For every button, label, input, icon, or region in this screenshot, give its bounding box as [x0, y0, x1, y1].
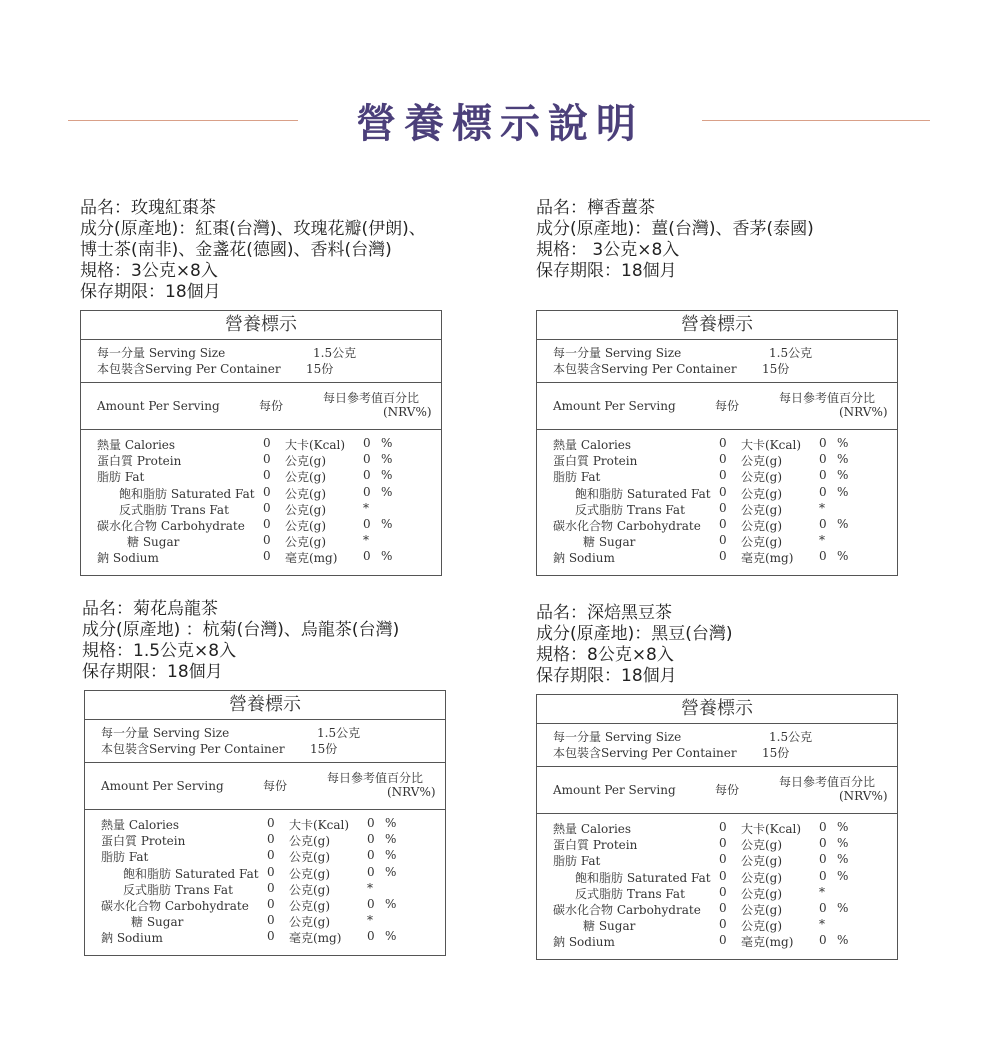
nutrient-percent: %	[837, 436, 849, 450]
nutrient-nrv: 0	[819, 436, 827, 450]
nutrient-unit: 公克(g)	[285, 519, 327, 533]
product-name: 品名：檸香薑茶	[536, 198, 655, 218]
nutrient-nrv: 0	[367, 832, 375, 847]
nutrient-percent: %	[385, 864, 397, 879]
nutrient-unit: 公克(g)	[289, 899, 331, 913]
nrv-header: 每日參考值百分比	[327, 771, 424, 785]
product-ingredients: 成分(原產地) ：杭菊(台灣)、烏龍茶(台灣)	[82, 620, 400, 640]
panel-title: 營養標示	[85, 691, 445, 720]
nutrient-value: 0	[267, 864, 275, 879]
nutrient-row	[537, 901, 897, 917]
nutrient-nrv: 0	[819, 852, 827, 867]
nutrient-row	[81, 533, 441, 549]
nutrient-name: 鈉 Sodium	[553, 935, 615, 950]
per-serving-header: 每份	[259, 399, 284, 413]
nutrient-unit: 大卡(Kcal)	[741, 822, 802, 836]
nutrient-unit: 公克(g)	[285, 454, 327, 469]
product-info-rose-jujube	[80, 198, 426, 303]
product-shelf-life: 保存期限：18個月	[80, 282, 221, 302]
amount-section	[537, 383, 897, 430]
nutrient-name: 鈉 Sodium	[553, 551, 615, 566]
product-ingredients: 成分(原產地)：黑豆(台灣)	[536, 624, 733, 644]
nutrient-percent: %	[837, 868, 849, 883]
nutrient-value: 0	[267, 848, 275, 863]
nutrient-value: 0	[267, 816, 275, 830]
nutrient-value: 0	[267, 913, 275, 928]
nutrient-value: 0	[263, 436, 271, 450]
nutrient-row	[85, 816, 445, 832]
nutrient-value: 0	[263, 452, 271, 467]
amount-per-serving-label: Amount Per Serving	[101, 779, 224, 793]
nutrient-row	[537, 485, 897, 501]
serving-size-value: 1.5公克	[313, 346, 357, 360]
title-divider-right	[702, 120, 930, 121]
nrv-header: 每日參考值百分比	[323, 391, 420, 405]
nutrient-nrv: *	[819, 884, 825, 899]
nutrient-row	[81, 436, 441, 452]
nutrient-percent: %	[837, 836, 849, 851]
nutrient-name: 糖 Sugar	[127, 535, 180, 550]
nutrient-percent: %	[385, 832, 397, 847]
nutrient-percent: %	[837, 852, 849, 867]
nutrient-value: 0	[719, 852, 727, 867]
nutrient-value: 0	[263, 517, 271, 531]
nutrient-unit: 公克(g)	[285, 535, 327, 550]
nutrient-value: 0	[719, 468, 727, 483]
nutrient-percent: %	[837, 901, 849, 915]
nutrient-nrv: 0	[819, 549, 827, 564]
nutrient-row	[85, 929, 445, 945]
nutrient-name: 蛋白質 Protein	[101, 834, 186, 849]
nutrient-value: 0	[719, 484, 727, 499]
nutrient-percent: %	[381, 452, 393, 467]
nutrient-row	[537, 836, 897, 852]
nutrient-value: 0	[719, 549, 727, 564]
nutrient-unit: 公克(g)	[741, 486, 783, 501]
nutrient-unit: 毫克(mg)	[285, 551, 338, 566]
nutrient-unit: 公克(g)	[741, 854, 783, 869]
serving-size-label: 每一分量 Serving Size	[97, 346, 226, 360]
nutrient-name: 反式脂肪 Trans Fat	[575, 886, 685, 901]
nutrient-value: 0	[263, 500, 271, 515]
product-shelf-life: 保存期限：18個月	[82, 662, 223, 682]
nutrient-name: 糖 Sugar	[583, 535, 636, 550]
product-spec: 規格：1.5公克×8入	[82, 641, 237, 661]
nutrient-nrv: 0	[819, 820, 827, 834]
nutrient-unit: 毫克(mg)	[741, 935, 794, 950]
nrv-header: 每日參考值百分比	[779, 391, 876, 405]
serving-size-value: 1.5公克	[317, 726, 361, 740]
nutrient-row	[85, 865, 445, 881]
nutrient-nrv: *	[819, 500, 825, 515]
nutrient-unit: 公克(g)	[741, 470, 783, 485]
per-container-label: 本包裝含Serving Per Container	[553, 362, 737, 376]
amount-section	[81, 383, 441, 430]
nutrient-unit: 公克(g)	[285, 502, 327, 517]
product-info-black-bean	[536, 603, 733, 687]
product-info-chrysanthemum-oolong	[82, 599, 399, 683]
nutrient-unit: 公克(g)	[289, 915, 331, 930]
nutrient-percent: %	[385, 929, 397, 944]
nutrient-nrv: *	[819, 533, 825, 548]
nutrient-value: 0	[263, 468, 271, 483]
nutrient-row	[537, 933, 897, 949]
product-ingredients-cont: 博士茶(南非)、金盞花(德國)、香料(台灣)	[80, 240, 392, 260]
panel-title: 營養標示	[537, 695, 897, 724]
nutrient-nrv: 0	[363, 468, 371, 483]
nutrient-nrv: 0	[819, 484, 827, 499]
per-container-label: 本包裝含Serving Per Container	[101, 742, 285, 756]
nutrition-panel-chrysanthemum-oolong	[84, 690, 446, 956]
per-serving-header: 每份	[715, 783, 740, 797]
nutrient-row	[537, 549, 897, 565]
nutrient-value: 0	[719, 868, 727, 883]
amount-per-serving-label: Amount Per Serving	[97, 399, 220, 413]
nutrient-row	[81, 501, 441, 517]
nutrient-name: 飽和脂肪 Saturated Fat	[575, 486, 711, 501]
serving-size-value: 1.5公克	[769, 346, 813, 360]
per-serving-header: 每份	[715, 399, 740, 413]
nutrient-name: 反式脂肪 Trans Fat	[123, 882, 233, 897]
nutrient-name: 飽和脂肪 Saturated Fat	[575, 870, 711, 885]
product-name: 品名：菊花烏龍茶	[82, 599, 218, 619]
nutrient-unit: 公克(g)	[741, 870, 783, 885]
product-spec: 規格： 3公克×8入	[536, 240, 680, 260]
nrv-sub-header: (NRV%)	[839, 789, 888, 803]
nutrient-unit: 公克(g)	[289, 882, 331, 897]
nutrient-row	[81, 517, 441, 533]
nutrient-name: 熱量 Calories	[101, 818, 180, 832]
nutrient-value: 0	[719, 933, 727, 948]
nutrient-value: 0	[719, 452, 727, 467]
nutrient-percent: %	[837, 933, 849, 948]
per-container-value: 15份	[310, 742, 338, 756]
nutrient-percent: %	[385, 897, 397, 911]
nutrient-nrv: *	[367, 880, 373, 895]
nutrient-nrv: 0	[367, 864, 375, 879]
nutrient-unit: 公克(g)	[741, 519, 783, 533]
nutrient-row	[537, 468, 897, 484]
nutrient-name: 碳水化合物 Carbohydrate	[553, 519, 701, 533]
nutrient-percent: %	[381, 468, 393, 483]
nutrient-row	[537, 533, 897, 549]
amount-per-serving-label: Amount Per Serving	[553, 783, 676, 797]
serving-section	[537, 724, 897, 767]
nutrient-row	[81, 452, 441, 468]
nutrient-name: 碳水化合物 Carbohydrate	[553, 903, 701, 917]
nutrient-percent: %	[381, 484, 393, 499]
nutrient-nrv: 0	[367, 848, 375, 863]
nutrition-panel-lemon-ginger	[536, 310, 898, 576]
product-name: 品名：玫瑰紅棗茶	[80, 198, 216, 218]
nutrient-value: 0	[263, 484, 271, 499]
nrv-sub-header: (NRV%)	[387, 785, 436, 799]
serving-section	[85, 720, 445, 763]
nutrient-row	[537, 885, 897, 901]
nutrient-name: 脂肪 Fat	[97, 470, 145, 485]
nutrient-value: 0	[719, 500, 727, 515]
nutrient-unit: 公克(g)	[741, 903, 783, 917]
serving-size-label: 每一分量 Serving Size	[553, 730, 682, 744]
amount-section	[85, 763, 445, 810]
nutrient-name: 飽和脂肪 Saturated Fat	[119, 486, 255, 501]
nutrient-row	[537, 517, 897, 533]
product-shelf-life: 保存期限：18個月	[536, 261, 677, 281]
nutrient-row	[85, 832, 445, 848]
nutrient-name: 飽和脂肪 Saturated Fat	[123, 866, 259, 881]
nutrient-row	[537, 852, 897, 868]
nutrient-name: 碳水化合物 Carbohydrate	[97, 519, 245, 533]
nutrient-unit: 公克(g)	[741, 502, 783, 517]
nrv-sub-header: (NRV%)	[383, 405, 432, 419]
nutrient-percent: %	[837, 484, 849, 499]
nutrient-row	[85, 881, 445, 897]
nutrient-unit: 公克(g)	[289, 850, 331, 865]
product-name: 品名：深焙黑豆茶	[536, 603, 672, 623]
nutrient-value: 0	[267, 832, 275, 847]
nutrient-value: 0	[719, 436, 727, 450]
nutrient-value: 0	[719, 517, 727, 531]
nutrient-unit: 公克(g)	[289, 866, 331, 881]
nutrient-nrv: 0	[819, 517, 827, 531]
nutrient-nrv: 0	[363, 452, 371, 467]
nutrient-value: 0	[719, 533, 727, 548]
nutrient-row	[537, 917, 897, 933]
nutrient-unit: 公克(g)	[741, 535, 783, 550]
nutrient-value: 0	[267, 897, 275, 911]
nutrient-unit: 大卡(Kcal)	[741, 438, 802, 452]
serving-size-value: 1.5公克	[769, 730, 813, 744]
product-ingredients: 成分(原產地)：紅棗(台灣)、玫瑰花瓣(伊朗)、	[80, 219, 426, 239]
serving-size-label: 每一分量 Serving Size	[553, 346, 682, 360]
nutrient-value: 0	[267, 880, 275, 895]
nutrient-row	[81, 468, 441, 484]
nutrient-nrv: 0	[363, 549, 371, 564]
nutrient-name: 糖 Sugar	[131, 915, 184, 930]
nutrient-row	[537, 452, 897, 468]
nutrient-percent: %	[385, 848, 397, 863]
nutrient-row	[81, 549, 441, 565]
nutrient-unit: 毫克(mg)	[741, 551, 794, 566]
panel-title: 營養標示	[537, 311, 897, 340]
nutrition-panel-black-bean	[536, 694, 898, 960]
nutrient-nrv: *	[363, 533, 369, 548]
nutrient-unit: 大卡(Kcal)	[285, 438, 346, 452]
nutrient-nrv: 0	[363, 436, 371, 450]
nutrient-row	[537, 501, 897, 517]
per-container-value: 15份	[762, 746, 790, 760]
nutrient-percent: %	[837, 452, 849, 467]
product-ingredients: 成分(原產地)：薑(台灣)、香茅(泰國)	[536, 219, 814, 239]
nutrient-percent: %	[837, 820, 849, 834]
nrv-header: 每日參考值百分比	[779, 775, 876, 789]
nutrient-nrv: 0	[819, 933, 827, 948]
nutrient-name: 脂肪 Fat	[553, 854, 601, 869]
amount-per-serving-label: Amount Per Serving	[553, 399, 676, 413]
nutrient-value: 0	[719, 884, 727, 899]
nutrient-percent: %	[381, 517, 393, 531]
nutrient-value: 0	[719, 836, 727, 851]
nutrient-row	[537, 869, 897, 885]
nutrient-nrv: 0	[819, 836, 827, 851]
nutrient-nrv: 0	[367, 816, 375, 830]
nutrient-value: 0	[263, 549, 271, 564]
nrv-sub-header: (NRV%)	[839, 405, 888, 419]
nutrient-name: 碳水化合物 Carbohydrate	[101, 899, 249, 913]
nutrient-nrv: *	[367, 913, 373, 928]
product-spec: 規格：3公克×8入	[80, 261, 218, 281]
nutrient-value: 0	[263, 533, 271, 548]
serving-section	[537, 340, 897, 383]
nutrient-row	[537, 436, 897, 452]
nutrient-name: 熱量 Calories	[553, 822, 632, 836]
nutrient-name: 鈉 Sodium	[101, 931, 163, 946]
per-container-label: 本包裝含Serving Per Container	[97, 362, 281, 376]
nutrient-name: 鈉 Sodium	[97, 551, 159, 566]
nutrient-unit: 公克(g)	[741, 886, 783, 901]
nutrition-panel-rose-jujube	[80, 310, 442, 576]
nutrient-name: 反式脂肪 Trans Fat	[119, 502, 229, 517]
nutrient-row	[85, 913, 445, 929]
nutrient-unit: 大卡(Kcal)	[289, 818, 350, 832]
nutrient-name: 熱量 Calories	[553, 438, 632, 452]
nutrient-unit: 公克(g)	[741, 454, 783, 469]
nutrient-percent: %	[837, 549, 849, 564]
nutrient-nrv: 0	[819, 452, 827, 467]
nutrient-nrv: 0	[363, 484, 371, 499]
nutrient-name: 脂肪 Fat	[553, 470, 601, 485]
panel-title: 營養標示	[81, 311, 441, 340]
product-info-lemon-ginger	[536, 198, 814, 282]
nutrient-row	[537, 820, 897, 836]
nutrient-nrv: *	[819, 917, 825, 932]
nutrient-nrv: 0	[819, 868, 827, 883]
nutrient-name: 熱量 Calories	[97, 438, 176, 452]
nutrient-nrv: 0	[367, 929, 375, 944]
nutrient-unit: 公克(g)	[285, 470, 327, 485]
per-container-value: 15份	[762, 362, 790, 376]
nutrient-nrv: *	[363, 500, 369, 515]
serving-size-label: 每一分量 Serving Size	[101, 726, 230, 740]
nutrient-name: 蛋白質 Protein	[97, 454, 182, 469]
nutrient-name: 糖 Sugar	[583, 919, 636, 934]
nutrient-unit: 公克(g)	[289, 834, 331, 849]
nutrient-unit: 公克(g)	[285, 486, 327, 501]
nutrient-value: 0	[267, 929, 275, 944]
nutrient-unit: 公克(g)	[741, 919, 783, 934]
nutrient-name: 反式脂肪 Trans Fat	[575, 502, 685, 517]
nutrient-percent: %	[837, 468, 849, 483]
nutrient-row	[85, 848, 445, 864]
nutrient-name: 蛋白質 Protein	[553, 838, 638, 853]
nutrient-nrv: 0	[819, 901, 827, 915]
amount-section	[537, 767, 897, 814]
nutrient-nrv: 0	[363, 517, 371, 531]
page-title: 營養標示說明	[356, 100, 644, 147]
nutrient-value: 0	[719, 901, 727, 915]
nutrient-percent: %	[837, 517, 849, 531]
nutrient-nrv: 0	[367, 897, 375, 911]
nutrient-unit: 公克(g)	[741, 838, 783, 853]
nutrient-name: 蛋白質 Protein	[553, 454, 638, 469]
per-serving-header: 每份	[263, 779, 288, 793]
serving-section	[81, 340, 441, 383]
product-shelf-life: 保存期限：18個月	[536, 666, 677, 686]
nutrient-nrv: 0	[819, 468, 827, 483]
per-container-value: 15份	[306, 362, 334, 376]
nutrient-percent: %	[385, 816, 397, 830]
product-spec: 規格：8公克×8入	[536, 645, 674, 665]
nutrient-percent: %	[381, 436, 393, 450]
nutrient-percent: %	[381, 549, 393, 564]
nutrient-name: 脂肪 Fat	[101, 850, 149, 865]
nutrient-value: 0	[719, 820, 727, 834]
nutrient-row	[81, 485, 441, 501]
nutrient-value: 0	[719, 917, 727, 932]
nutrient-row	[85, 897, 445, 913]
nutrient-unit: 毫克(mg)	[289, 931, 342, 946]
per-container-label: 本包裝含Serving Per Container	[553, 746, 737, 760]
